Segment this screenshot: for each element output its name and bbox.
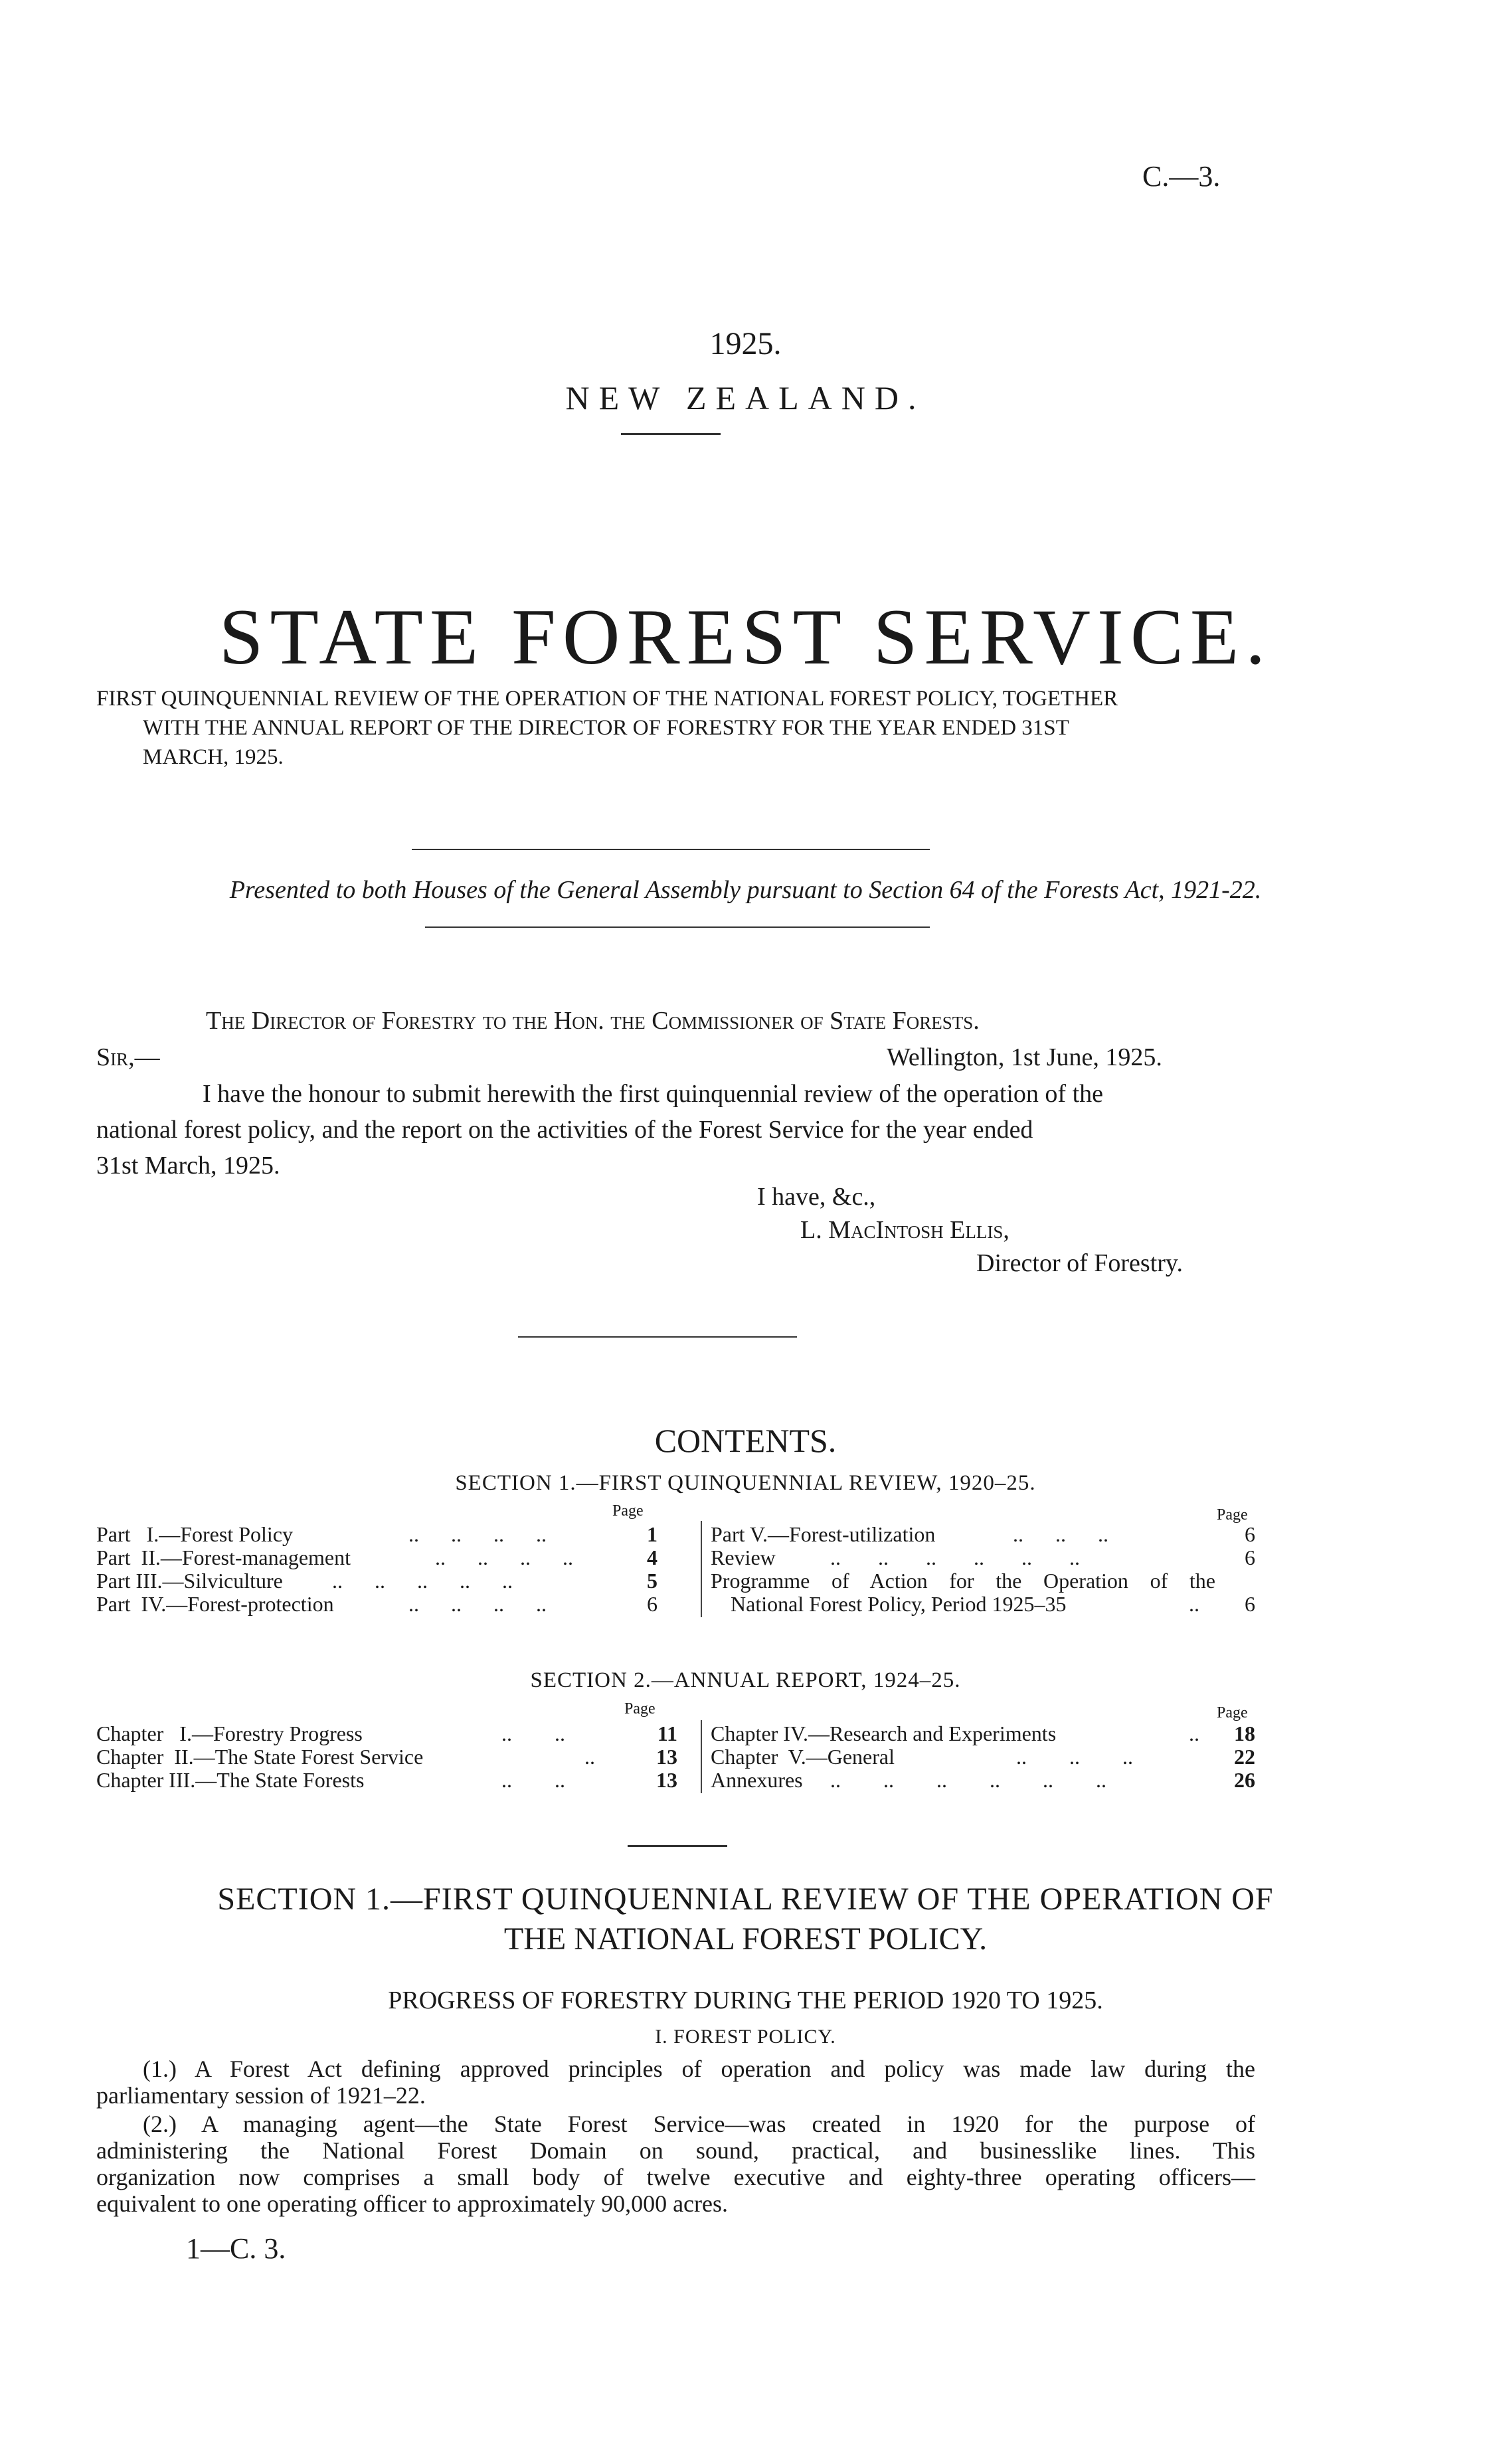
letter-address-line: The Director of Forestry to the Hon. the Commissioner of State Forests.: [206, 1007, 980, 1035]
paragraph-2: [96, 2111, 1255, 2217]
toc-page-number: 13: [656, 1768, 677, 1792]
toc-page-label: Page: [612, 1502, 644, 1520]
toc-entry[interactable]: [96, 1592, 334, 1617]
divider-presented-bottom: [425, 926, 930, 928]
subtitle-line: FIRST QUINQUENNIAL REVIEW OF THE OPERATION OF THE NATIONAL FOREST POLICY, TOGETHER: [96, 687, 1118, 711]
toc-entry[interactable]: [711, 1721, 1056, 1746]
toc-leader: .. ..: [501, 1721, 565, 1745]
toc-entry[interactable]: [711, 1745, 895, 1769]
toc-page-number: 26: [1234, 1768, 1255, 1792]
letter-salutation: Sir,—: [96, 1043, 160, 1071]
toc-leader: .. .. .. .. ..: [332, 1569, 513, 1593]
toc-leader: ..: [1189, 1592, 1199, 1616]
toc-page-number: 1: [647, 1522, 658, 1546]
toc-leader: .. ..: [501, 1768, 565, 1792]
toc-entry[interactable]: [711, 1768, 803, 1793]
toc-entry-label: Part I.—Forest Policy: [96, 1522, 293, 1546]
paragraph-line: organization now comprises a small body of twelve executive and eighty-three operating officers—: [96, 2164, 1255, 2190]
toc-leader: .. .. ..: [1013, 1522, 1108, 1546]
toc-entry-label: Programme of Action for the Operation of the: [711, 1569, 1215, 1593]
toc-leader: .. .. .. .. .. ..: [830, 1545, 1080, 1569]
contents-heading: CONTENTS.: [654, 1422, 837, 1459]
toc-page-number: 6: [1245, 1522, 1255, 1546]
document-year: 1925.: [709, 326, 782, 361]
toc-entry[interactable]: [96, 1522, 293, 1547]
toc-entry-label: National Forest Policy, Period 1925–35: [731, 1592, 1067, 1616]
toc-column-divider: [701, 1720, 702, 1793]
toc-leader: ..: [584, 1745, 595, 1769]
footer-signature-mark: 1—C. 3.: [186, 2232, 286, 2265]
letter-body-line: national forest policy, and the report on the activities of the Forest Service for the year ended: [96, 1116, 1033, 1144]
toc-entry[interactable]: [711, 1569, 1215, 1593]
contents-section1-heading: SECTION 1.—FIRST QUINQUENNIAL REVIEW, 1920–25.: [455, 1471, 1036, 1495]
forest-policy-subheading: I. FOREST POLICY.: [655, 2026, 836, 2048]
letter-body-line: 31st March, 1925.: [96, 1152, 280, 1180]
toc-entry[interactable]: [711, 1522, 935, 1547]
section-heading-line: THE NATIONAL FOREST POLICY.: [503, 1921, 988, 1957]
toc-leader: ..: [1189, 1721, 1199, 1745]
toc-leader: .. .. .. ..: [435, 1545, 573, 1569]
toc-leader: .. .. .. ..: [408, 1592, 547, 1616]
divider-presented-top: [412, 849, 930, 850]
paragraph-line: parliamentary session of 1921–22.: [96, 2082, 426, 2109]
toc-entry-label: Annexures: [711, 1768, 803, 1792]
toc-entry-label: Part IV.—Forest-protection: [96, 1592, 334, 1616]
section-heading-line: SECTION 1.—FIRST QUINQUENNIAL REVIEW OF THE OPERATION OF: [217, 1882, 1274, 1917]
progress-heading: PROGRESS OF FORESTRY DURING THE PERIOD 1920 TO 1925.: [388, 1986, 1103, 2014]
divider-letter: [518, 1336, 797, 1338]
toc-column-divider: [701, 1521, 702, 1617]
toc-entry[interactable]: [96, 1768, 364, 1793]
document-subtitle: [96, 684, 1252, 772]
subtitle-line: MARCH, 1925.: [143, 745, 284, 769]
letter-body-line: I have the honour to submit herewith the first quinquennial review of the operation of the: [203, 1080, 1104, 1108]
toc-page-label: Page: [1217, 1704, 1248, 1721]
toc-entry[interactable]: [96, 1569, 283, 1593]
toc-entry[interactable]: [96, 1545, 351, 1570]
toc-page-number: 6: [1245, 1592, 1255, 1616]
document-title: STATE FOREST SERVICE.: [219, 592, 1272, 681]
toc-entry-label: Chapter IV.—Research and Experiments: [711, 1721, 1057, 1745]
toc-entry-label: Chapter II.—The State Forest Service: [96, 1745, 424, 1769]
paragraph-line: (1.) A Forest Act defining approved principles of operation and policy was made law during the: [143, 2056, 1255, 2082]
divider-contents: [628, 1845, 727, 1847]
toc-entry-label: Part V.—Forest-utilization: [711, 1522, 936, 1546]
toc-page-number: 4: [647, 1545, 658, 1569]
divider-country: [621, 433, 721, 435]
toc-entry[interactable]: [96, 1745, 423, 1769]
toc-page-number: 6: [647, 1592, 658, 1616]
toc-leader: .. .. .. ..: [408, 1522, 547, 1546]
letter-closing: I have, &c.,: [757, 1183, 876, 1211]
toc-entry[interactable]: [731, 1592, 1066, 1617]
toc-entry-label: Chapter I.—Forestry Progress: [96, 1721, 363, 1745]
toc-page-label: Page: [624, 1700, 656, 1717]
contents-section2-heading: SECTION 2.—ANNUAL REPORT, 1924–25.: [530, 1668, 961, 1692]
letter-body: [96, 1076, 1255, 1184]
toc-page-number: 22: [1234, 1745, 1255, 1769]
toc-entry-label: Part II.—Forest-management: [96, 1545, 351, 1569]
toc-page-number: 6: [1245, 1545, 1255, 1569]
toc-leader: .. .. ..: [1016, 1745, 1133, 1769]
toc-entry-label: Chapter V.—General: [711, 1745, 895, 1769]
toc-entry[interactable]: [96, 1721, 363, 1746]
toc-entry-label: Part III.—Silviculture: [96, 1569, 283, 1593]
page-reference: C.—3.: [1142, 160, 1221, 193]
paragraph-line: equivalent to one operating officer to approximately 90,000 acres.: [96, 2190, 729, 2217]
toc-entry-label: Chapter III.—The State Forests: [96, 1768, 365, 1792]
toc-leader: .. .. .. .. .. ..: [830, 1768, 1106, 1792]
section-heading: [0, 1880, 1491, 1959]
letter-signatory-title: Director of Forestry.: [976, 1249, 1183, 1277]
toc-page-number: 18: [1234, 1721, 1255, 1745]
toc-page-number: 13: [656, 1745, 677, 1769]
presented-statement: Presented to both Houses of the General Assembly pursuant to Section 64 of the Forests Act, 1921-22.: [229, 876, 1262, 904]
paragraph-line: administering the National Forest Domain on sound, practical, and businesslike lines. This: [96, 2137, 1255, 2164]
toc-page-number: 11: [657, 1721, 677, 1745]
letter-signatory: L. MacIntosh Ellis,: [800, 1216, 1009, 1244]
subtitle-line: WITH THE ANNUAL REPORT OF THE DIRECTOR OF FORESTRY FOR THE YEAR ENDED 31ST: [143, 716, 1069, 740]
toc-entry-label: Review: [711, 1545, 776, 1569]
paragraph-line: (2.) A managing agent—the State Forest Service—was created in 1920 for the purpose of: [143, 2111, 1255, 2137]
letter-place-date: Wellington, 1st June, 1925.: [887, 1043, 1162, 1071]
toc-page-label: Page: [1217, 1506, 1248, 1524]
paragraph-1: [96, 2056, 1255, 2109]
document-country: NEW ZEALAND.: [565, 379, 926, 416]
toc-page-number: 5: [647, 1569, 658, 1593]
toc-entry[interactable]: [711, 1545, 776, 1570]
